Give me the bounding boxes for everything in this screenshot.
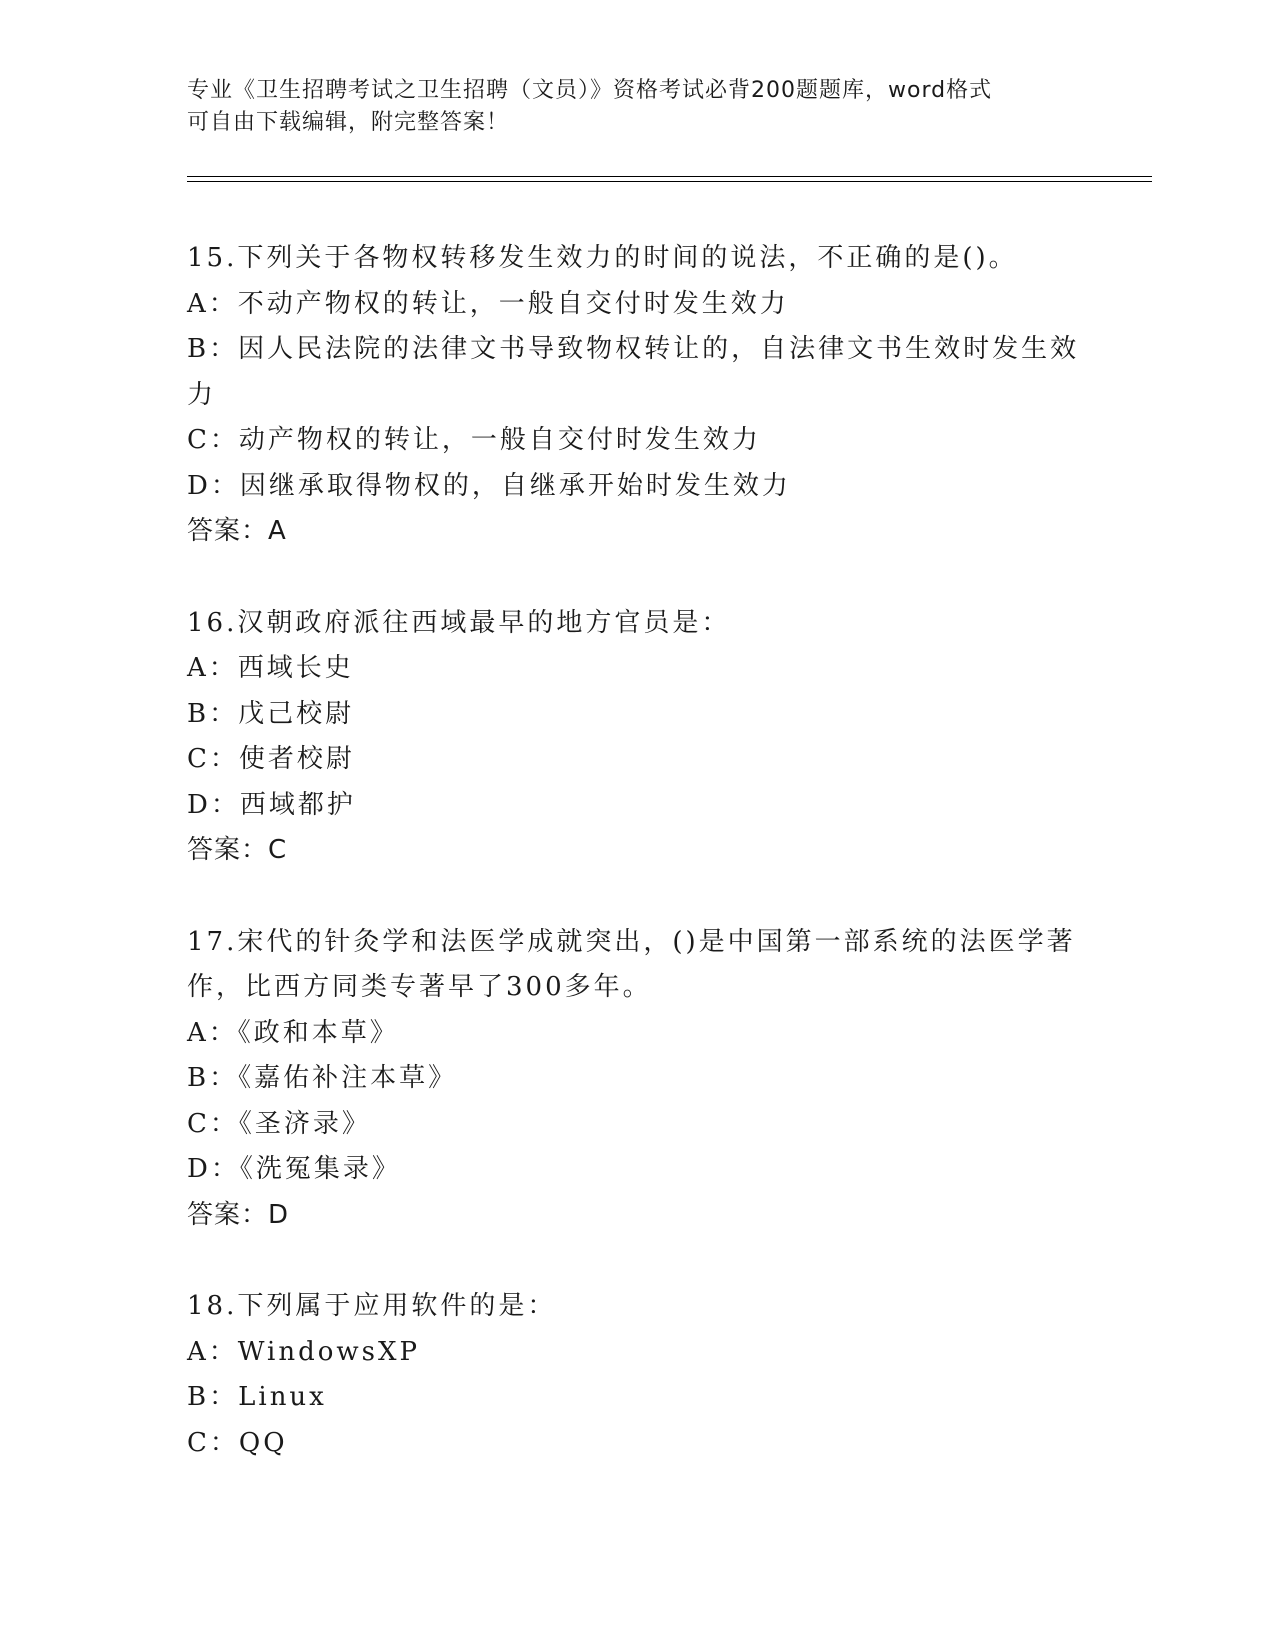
question-spacer <box>187 874 1087 920</box>
question-text: 16.汉朝政府派往西域最早的地方官员是： <box>187 607 731 638</box>
option-text: A：不动产物权的转让，一般自交付时发生效力 <box>187 288 789 319</box>
question-text: 15.下列关于各物权转移发生效力的时间的说法，不正确的是()。 <box>187 243 1018 273</box>
option-text: C：动产物权的转让，一般自交付时发生效力 <box>187 425 761 455</box>
question-text: 17.宋代的针灸学和法医学成就突出，()是中国第一部系统的法医学著 <box>187 926 1076 957</box>
answer-text: 答案：A <box>187 516 287 546</box>
question-block <box>187 1284 1087 1466</box>
question-spacer <box>187 1238 1087 1284</box>
option-text: B：因人民法院的法律文书导致物权转让的，自法律文书生效时发生效 <box>187 334 1080 364</box>
answer-text: 答案：D <box>187 1199 290 1230</box>
question-block <box>187 236 1087 555</box>
answer-text: 答案：C <box>187 835 288 865</box>
option-text: A：《政和本草》 <box>187 1017 399 1048</box>
option-text: C：QQ <box>187 1427 288 1458</box>
option-text: D：因继承取得物权的，自继承开始时发生效力 <box>187 470 791 501</box>
header-line-2: 可自由下载编辑，附完整答案！ <box>187 110 510 135</box>
header-divider-bottom <box>187 181 1152 182</box>
option-text: 力 <box>187 379 217 410</box>
question-text: 作，比西方同类专著早了300多年。 <box>187 972 652 1002</box>
option-text: B：Linux <box>187 1382 327 1412</box>
option-text: B：《嘉佑补注本草》 <box>187 1063 458 1093</box>
option-text: A：WindowsXP <box>187 1336 421 1367</box>
question-list <box>187 236 1087 1466</box>
option-text: B：戊己校尉 <box>187 698 355 729</box>
question-text: 18.下列属于应用软件的是： <box>187 1291 557 1321</box>
question-spacer <box>187 555 1087 601</box>
document-header <box>187 75 1087 139</box>
option-text: D：《洗冤集录》 <box>187 1154 401 1184</box>
header-divider-top <box>187 176 1152 177</box>
option-text: C：使者校尉 <box>187 744 355 774</box>
question-block <box>187 601 1087 874</box>
option-text: A：西域长史 <box>187 653 354 683</box>
header-line-1: 专业《卫生招聘考试之卫生招聘（文员）》资格考试必背200题题库，word格式 <box>187 78 993 103</box>
option-text: C：《圣济录》 <box>187 1108 371 1139</box>
question-block <box>187 920 1087 1239</box>
option-text: D：西域都护 <box>187 789 356 820</box>
